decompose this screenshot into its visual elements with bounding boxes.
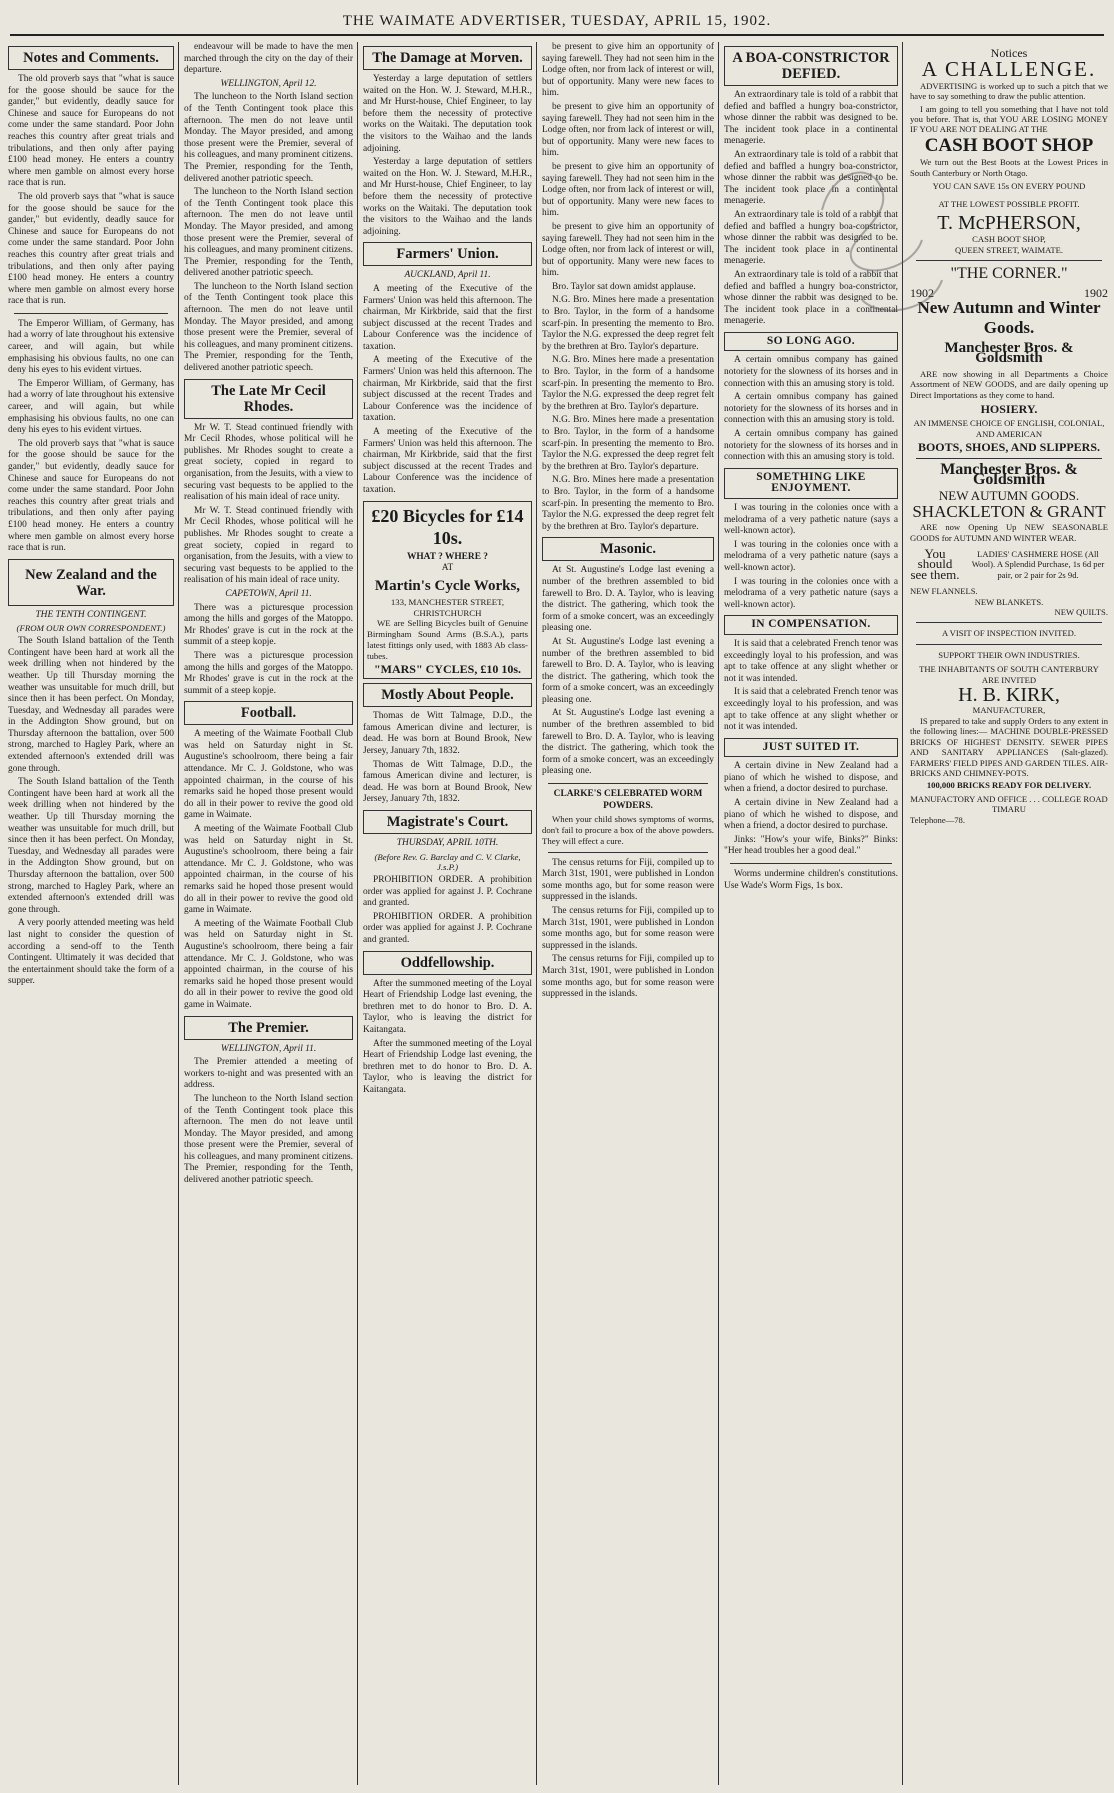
article-text: At St. Augustine's Lodge last evening a number of the brethren assembled to bid farewell to Bro. D. A. Taylor, who is leaving the district. The gathering, which took the form of a smoke concert, was an exceedingly pleasing one. [542,565,714,634]
separator [916,260,1102,261]
article-text: After the summoned meeting of the Loyal Heart of Friendship Lodge last evening, the brethren met to do honor to Bro. D. A. Taylor, who is leaving the district for Kaitangata. [363,978,532,1036]
article-text: The Premier attended a meeting of workers to-night and was presented with an address. [184,1057,353,1091]
bicycle-ad-shop: Martin's Cycle Works, [374,577,521,594]
article-text: The luncheon to the North Island section of the Tenth Contingent took place this afternoon. The men do not leave until Monday. The Mayor presided, and among those present were the Premier, several of his colleagues, and many prominent citizens. The Premier, responding for the Tenth, delivered another patriotic speech. [184,92,353,184]
article-text: It is said that a celebrated French tenor was exceedingly loyal to his profession, and was apt to take offence at any slight whether or not it was intended. [724,687,898,733]
boots-title: BOOTS, SHOES, AND SLIPPERS. [917,440,1101,455]
column-rule [357,42,358,1785]
enjoyment-heading: SOMETHING LIKE ENJOYMENT. [724,468,898,499]
article-text: There was a picturesque procession among the hills and gorges of the Matoppo. Mr Rhodes' grave is cut in the rock at the summit of a steep kopje. [184,602,353,648]
article-text: N.G. Bro. Mines here made a presentation to Bro. Taylor, in the form of a handsome scarf-pin. In presenting the memento to Bro. Taylor the N.G. expressed the deep regret felt by the brethren at Bro. Taylor's departure. [542,295,714,352]
mcpherson-address: QUEEN STREET, WAIMATE. [954,244,1064,255]
separator [916,622,1102,623]
save-line: YOU CAN SAVE 15s ON EVERY POUND [932,181,1086,192]
you-should-see: You should see them. [910,546,960,582]
bricks-ready: 100,000 BRICKS READY FOR DELIVERY. [926,780,1092,791]
correspondent-sub: (FROM OUR OWN CORRESPONDENT.) [16,623,166,634]
article-text: An extraordinary tale is told of a rabbit that defied and baffled a hungry boa-constrictor, whose dinner the rabbit was designed to be. The incident took place in a continental menagerie. [724,90,898,147]
column-rule [178,42,179,1785]
article-text: PROHIBITION ORDER. A prohibition order was applied for against J. P. Cochrane and granted. [363,911,532,946]
hosiery-title: HOSIERY. [980,401,1038,416]
article-text: At St. Augustine's Lodge last evening a number of the brethren assembled to bid farewell to Bro. D. A. Taylor, who is leaving the district. The gathering, which took the form of a smoke concert, was an exceedingly pleasing one. [542,708,714,777]
article-text: I was touring in the colonies once with a melodrama of a very pathetic nature (says a well-known actor). [724,576,898,610]
bicycle-ad-title: £20 Bicycles for £14 10s. [371,505,524,548]
article-text: The luncheon to the North Island section of the Tenth Contingent took place this afternoon. The men do not leave until Monday. The Mayor presided, and among those present were the Premier, several of his colleagues, and many prominent citizens. The Premier, responding for the Tenth, delivered another patriotic speech. [184,1093,353,1186]
war-heading: New Zealand and the War. [25,566,157,599]
masonic-heading: Masonic. [542,537,714,561]
article-text: endeavour will be made to have the men marched through the city on the day of their departure. [184,42,353,76]
article-text: I was touring in the colonies once with a melodrama of a very pathetic nature (says a well-known actor). [724,503,898,537]
separator [916,458,1102,459]
factory-address: MANUFACTORY AND OFFICE . . . COLLEGE ROAD TIMARU [910,793,1108,815]
article-text: Mr W. T. Stead continued friendly with Mr Cecil Rhodes, whose political will he publishes. Mr Rhodes sought to create a great society, copied in regard to organisation, from the Jesuits, with a view to securing vast bequests to be applied to the realisation of his main ideal of race unity. [184,505,353,586]
suited-heading: JUST SUITED IT. [724,738,898,758]
dateline: WELLINGTON, April 11. [220,1043,317,1054]
separator [916,644,1102,645]
article-text: At St. Augustine's Lodge last evening a number of the brethren assembled to bid farewell to Bro. D. A. Taylor, who is leaving the district. The gathering, which took the form of a smoke concert, was an exceedingly pleasing one. [542,636,714,705]
new-goods-title: New Autumn and Winter Goods. [917,297,1101,337]
article-text: After the summoned meeting of the Loyal Heart of Friendship Lodge last evening, the brethren met to do honor to Bro. D. A. Taylor, who is leaving the district for Kaitangata. [363,1038,532,1095]
article-text: be present to give him an opportunity of saying farewell. They had not seen him in the Lodge often, nor from lack of interest or will, but of opportunity. Many were new faces to him. [542,42,714,99]
manchester-body: ARE now showing in all Departments a Choice Assortment of NEW GOODS, and are daily opening up Direct Importations as they come to hand. [910,368,1108,400]
challenge-body: ADVERTISING is worked up to such a pitch that we have to say something to draw the public attention. [910,80,1108,102]
mcpherson-shop: CASH BOOT SHOP, [972,234,1046,245]
shackleton-body: ARE now Opening Up NEW SEASONABLE GOODS for AUTUMN AND WINTER WEAR. [910,522,1108,543]
article-text: The old proverb says that "what is sauce for the goose should be sauce for the gander," but evidently, deadly sauce for Chinese and sauce for Europeans do not come under the same standard. Poor John reaches this country after great trials and tribulations, and then only after paying £100 head money. He enters a country where men gamble on almost every horse race that is run. [8,74,174,189]
article-text: The old proverb says that "what is sauce for the goose should be sauce for the gander," but evidently, deadly sauce for Chinese and sauce for Europeans do not come under the same standard. Poor John reaches this country after great trials and tribulations, and then only after paying £100 head money. He enters a country where men gamble on almost every horse race that is run. [8,191,174,307]
shackleton-title: SHACKLETON & GRANT [912,501,1106,521]
column-3 [359,42,536,1785]
football-heading: Football. [184,701,353,725]
worm-powder-body: When your child shows symptoms of worms, don't fail to procure a box of the above powders. They will effect a cure. [542,814,714,846]
boa-heading: A BOA-CONSTRICTOR DEFIED. [724,46,898,86]
bicycle-ad-at: AT [441,563,454,574]
article-text: The luncheon to the North Island section of the Tenth Contingent took place this afternoon. The men do not leave until Monday. The Mayor presided, and among those present were the Premier, several of his colleagues, and many prominent citizens. The Premier, responding for the Tenth, delivered another patriotic speech. [184,187,353,279]
telephone: Telephone—78. [910,814,966,825]
kirk-name: H. B. KIRK, [958,684,1060,707]
article-text: Thomas de Witt Talmage, D.D., the famous American divine and lecturer, is dead. He was born at Bound Brook, New Jersey, January 7th, 1832. [363,759,532,805]
court-date: THURSDAY, APRIL 10TH. [396,837,499,848]
notes-heading: Notes and Comments. [8,46,174,70]
article-text: A certain omnibus company has gained notoriety for the slowness of its horses and in connection with this an amusing story is told. [724,392,898,426]
article-text: A very poorly attended meeting was held last night to consider the question of according a send-off to the Tenth Contingent. Ultimately it was decided that the entertainment should take the form of a supper. [8,918,174,987]
article-text: The Emperor William, of Germany, has had a worry of late throughout his extensive career, and will again, but while emphasising his obvious faults, no one can deny his eyes to his evident virtues. [8,378,174,436]
cash-boot-body: We turn out the Best Boots at the Lowest Prices in South Canterbury or North Otago. [910,157,1108,178]
separator [548,783,708,784]
article-text: A certain divine in New Zealand had a piano of which he wished to dispose, and when a friend, a doctor desired to purchase. [724,798,898,832]
article-text: A meeting of the Executive of the Farmers' Union was held this afternoon. The chairman, Mr Kirkbride, said that the first subject discussed at the recent Trades and Labour Conference was the incidence of taxation. [363,355,532,424]
article-text: The census returns for Fiji, compiled up to March 31st, 1901, were published in London some months ago, but for some reason were suppressed in the islands. [542,857,714,903]
lowest-profit: AT THE LOWEST POSSIBLE PROFIT. [938,199,1080,210]
year-left: 1902 [910,285,934,300]
article-text: An extraordinary tale is told of a rabbit that defied and baffled a hungry boa-constrictor, whose dinner the rabbit was designed to be. The incident took place in a continental menagerie. [724,269,898,327]
bicycle-ad-question: WHAT ? WHERE ? [406,551,488,562]
separator [548,852,708,853]
flannels: NEW FLANNELS. [910,586,978,597]
cashmere-hose: LADIES' CASHMERE HOSE (All Wool). A Splendid Purchase, 1s 6d per pair, or 2 pair for 2s 9d. [971,549,1105,580]
article-text: PROHIBITION ORDER. A prohibition order was applied for against J. P. Cochrane and granted. [363,875,532,909]
column-4 [538,42,718,1785]
article-text: A certain omnibus company has gained notoriety for the slowness of its horses and in connection with this an amusing story is told. [724,355,898,389]
compensation-heading: IN COMPENSATION. [724,615,898,635]
article-text: A certain omnibus company has gained notoriety for the slowness of its horses and in connection with this an amusing story is told. [724,429,898,463]
article-text: N.G. Bro. Mines here made a presentation to Bro. Taylor, in the form of a handsome scarf-pin. In presenting the memento to Bro. Taylor the N.G. expressed the deep regret felt by the brethren at Bro. Taylor's departure. [542,355,714,412]
bicycle-ad [363,501,532,680]
war-box [8,559,174,606]
year-row [910,285,1108,300]
article-text: The South Island battalion of the Tenth Contingent have been hard at work all the week drilling when not hindered by the weather. Up till Thursday morning the weather was unsuitable for much drill, but since then it has been perfect. On Monday, Tuesday, and Wednesday all parades were in the Addington Show ground, but on Thursday afternoon the battalion, over 500 strong, marched to Hagley Park, where an extended afternoon's extended drill was gone through. [8,777,174,915]
article-text: N.G. Bro. Mines here made a presentation to Bro. Taylor, in the form of a handsome scarf-pin. In presenting the memento to Bro. Taylor the N.G. expressed the deep regret felt by the brethren at Bro. Taylor's departure. [542,415,714,472]
article-text: A certain divine in New Zealand had a piano of which he wished to dispose, and when a friend, a doctor desired to purchase. [724,761,898,795]
notices-heading: Notices [990,46,1028,60]
court-heading: Magistrate's Court. [363,810,532,834]
article-text: A meeting of the Executive of the Farmers' Union was held this afternoon. The chairman, Mr Kirkbride, said that the first subject discussed at the recent Trades and Labour Conference was the incidence of taxation. [363,427,532,495]
article-text: Mr W. T. Stead continued friendly with Mr Cecil Rhodes, whose political will he publishes. Mr Rhodes sought to create a great society, copied in regard to organisation, from the Jesuits, with a view to securing vast bequests to be applied to the realisation of his main ideal of race unity. [184,422,353,503]
article-text: Yesterday a large deputation of settlers waited on the Hon. W. J. Steward, M.H.R., and Mr Hurst-house, Chief Engineer, to lay before them the necessity of protective works on the Waitaki. The deputation took the visitors to the Waihao and the lands adjoining. [363,157,532,237]
article-text: The census returns for Fiji, compiled up to March 31st, 1901, were published in London some months ago, but for some reason were suppressed in the islands. [542,954,714,1000]
column-6-adverts [906,42,1112,1785]
so-long-heading: SO LONG AGO. [724,332,898,352]
year-right: 1902 [1084,285,1108,300]
corner-title: "THE CORNER." [950,265,1068,283]
separator [14,313,168,314]
manchester-title: Manchester Bros. & Goldsmith [944,339,1074,367]
article-text: I was touring in the colonies once with a melodrama of a very pathetic nature (says a well-known actor). [724,539,898,573]
dateline: WELLINGTON, April 12. [220,78,317,89]
quilts: NEW QUILTS. [1054,607,1108,618]
article-text: The census returns for Fiji, compiled up to March 31st, 1901, were published in London some months ago, but for some reason were suppressed in the islands. [542,905,714,951]
challenge-title: A CHALLENGE. [921,57,1097,82]
rhodes-heading: The Late Mr Cecil Rhodes. [184,379,353,419]
article-text: The old proverb says that "what is sauce for the goose should be sauce for the gander," but evidently, deadly sauce for Chinese and sauce for Europeans do not come under the same standard. Poor John reaches this country after great trials and tribulations, and then only after paying £100 head money. He enters a country where men gamble on almost every horse race that is run. [8,438,174,554]
column-rule [902,42,903,1785]
farmers-heading: Farmers' Union. [363,242,532,266]
kirk-manufacturer: MANUFACTURER, [972,705,1046,716]
inhabitants-line: THE INHABITANTS OF SOUTH CANTERBURY ARE INVITED [919,664,1099,685]
cash-boot-title: CASH BOOT SHOP [924,134,1094,156]
article-text: Thomas de Witt Talmage, D.D., the famous American divine and lecturer, is dead. He was born at Bound Brook, New Jersey, January 7th, 1832. [363,711,532,756]
worm-figs-ad: Worms undermine children's constitutions. Use Wade's Worm Figs, 1s box. [724,869,898,891]
oddfellow-heading: Oddfellowship. [363,951,532,975]
article-text: The luncheon to the North Island section of the Tenth Contingent took place this afternoon. The men do not leave until Monday. The Mayor presided, and among those present were the Premier, several of his colleagues, and many prominent citizens. The Premier, responding for the Tenth, delivered another patriotic speech. [184,281,353,374]
people-heading: Mostly About People. [363,683,532,707]
article-text: A meeting of the Waimate Football Club was held on Saturday night in St. Augustine's schoolroom, there being a fair attendance. Mr C. J. Goldstone, who was appointed chairman, in the course of his remarks said he hoped those present would do all in their power to revive the good old game in Waimate. [184,729,353,821]
bicycle-ad-body: WE are Selling Bicycles built of Genuine Birmingham Sound Arms (B.S.A.), parts latest fittings only used, with 1883 Ab class-tubes. [367,618,528,661]
autumn-goods-title: NEW AUTUMN GOODS. [938,488,1080,504]
bicycle-ad-address: 133, MANCHESTER STREET, CHRISTCHURCH [390,596,505,618]
immense-choice: AN IMMENSE CHOICE OF ENGLISH, COLONIAL, AND AMERICAN [913,418,1105,439]
column-5 [720,42,902,1785]
inspection-invited: A VISIT OF INSPECTION INVITED. [941,628,1077,639]
article-text: The Emperor William, of Germany, has had a worry of late throughout his extensive career, and will again, but while emphasising his obvious faults, no one can deny his eyes to his evident virtues. [8,318,174,376]
article-text: N.G. Bro. Mines here made a presentation to Bro. Taylor, in the form of a handsome scarf-pin. In presenting the memento to Bro. Taylor the N.G. expressed the deep regret felt by the brethren at Bro. Taylor's departure. [542,475,714,532]
kirk-body: IS prepared to take and supply Orders to any extent in the following lines:— MACHINE DOUBLE-PRESSED BRICKS OF HIGHEST DENSITY. SEWER PIPES AND SANITARY APPLIANCES (Salt-glazed). FARMERS' FIELD PIPES AND GARDEN TILES. AIR-BRICKS AND CHIMNEY-POTS. [910,715,1108,778]
masthead: THE WAIMATE ADVERTISER, TUESDAY, APRIL 15, 1902. [10,8,1104,36]
blankets: NEW BLANKETS. [974,596,1044,607]
article-text: The South Island battalion of the Tenth Contingent have been hard at work all the week drilling when not hindered by the weather. Up till Thursday morning the weather was unsuitable for much drill, but since then it has been perfect. On Monday, Tuesday, and Wednesday all parades were in the Addington Show ground, but on Thursday afternoon the battalion, over 500 strong, marched to Hagley Park, where an extended afternoon's extended drill was gone through. [8,636,174,774]
article-text: It is said that a celebrated French tenor was exceedingly loyal to his profession, and was apt to take offence at any slight whether or not it was intended. [724,638,898,684]
worm-powder-title: CLARKE'S CELEBRATED WORM POWDERS. [553,789,703,811]
article-text: Jinks: "How's your wife, Binks?" Binks: "Her head troubles her a good deal." [724,834,898,857]
premier-heading: The Premier. [184,1016,353,1040]
separator [730,863,892,864]
article-text: A meeting of the Waimate Football Club was held on Saturday night in St. Augustine's schoolroom, there being a fair attendance. Mr C. J. Goldstone, who was appointed chairman, in the course of his remarks said he hoped those present would do all in their power to revive the good old game in Waimate. [184,824,353,916]
contingent-sub: THE TENTH CONTINGENT. [35,609,147,620]
court-bench: (Before Rev. G. Barclay and C. V. Clarke, J.s.P.) [374,851,521,873]
article-text: Bro. Taylor sat down amidst applause. [552,281,696,292]
article-text: A meeting of the Waimate Football Club was held on Saturday night in St. Augustine's schoolroom, there being a fair attendance. Mr C. J. Goldstone, who was appointed chairman, in the course of his remarks said he hoped those present would do all in their power to revive the good old game in Waimate. [184,918,353,1010]
article-text: There was a picturesque procession among the hills and gorges of the Matoppo. Mr Rhodes' grave is cut in the rock at the summit of a steep kopje. [184,650,353,696]
article-text: A meeting of the Executive of the Farmers' Union was held this afternoon. The chairman, Mr Kirkbride, said that the first subject discussed at the recent Trades and Labour Conference was the incidence of taxation. [363,283,532,352]
article-text: An extraordinary tale is told of a rabbit that defied and baffled a hungry boa-constrictor, whose dinner the rabbit was designed to be. The incident took place in a continental menagerie. [724,209,898,267]
article-text: be present to give him an opportunity of saying farewell. They had not seen him in the Lodge often, nor from lack of interest or will, but of opportunity. Many were new faces to him. [542,221,714,279]
article-text: An extraordinary tale is told of a rabbit that defied and baffled a hungry boa-constrictor, whose dinner the rabbit was designed to be. The incident took place in a continental menagerie. [724,149,898,207]
column-1 [4,42,178,1785]
article-text: Yesterday a large deputation of settlers waited on the Hon. W. J. Steward, M.H.R., and Mr Hurst-house, Chief Engineer, to lay before them the necessity of protective works on the Waitaki. The deputation took the visitors to the Waihao and the lands adjoining. [363,74,532,154]
column-2 [180,42,357,1785]
article-text: be present to give him an opportunity of saying farewell. They had not seen him in the Lodge often, nor from lack of interest or will, but of opportunity. Many were new faces to him. [542,161,714,219]
support-industries: SUPPORT THEIR OWN INDUSTRIES. [938,649,1080,660]
article-text: be present to give him an opportunity of saying farewell. They had not seen him in the Lodge often, nor from lack of interest or will, but of opportunity. Many were new faces to him. [542,101,714,159]
mcpherson-name: T. McPHERSON, [937,211,1081,234]
challenge-body-2: I am going to tell you something that I have not told you before. That is, that YOU ARE LOSING MONEY IF YOU ARE NOT DEALING AT THE [910,103,1108,135]
column-rule [536,42,537,1785]
hose-row [910,546,1108,582]
dateline: CAPETOWN, April 11. [225,588,312,599]
morven-heading: The Damage at Morven. [363,46,532,70]
dateline: AUCKLAND, April 11. [404,270,491,281]
column-rule [718,42,719,1785]
manchester-title-2: Manchester Bros. & Goldsmith [940,460,1078,488]
mars-cycles: "MARS" CYCLES, £10 10s. [373,661,521,676]
